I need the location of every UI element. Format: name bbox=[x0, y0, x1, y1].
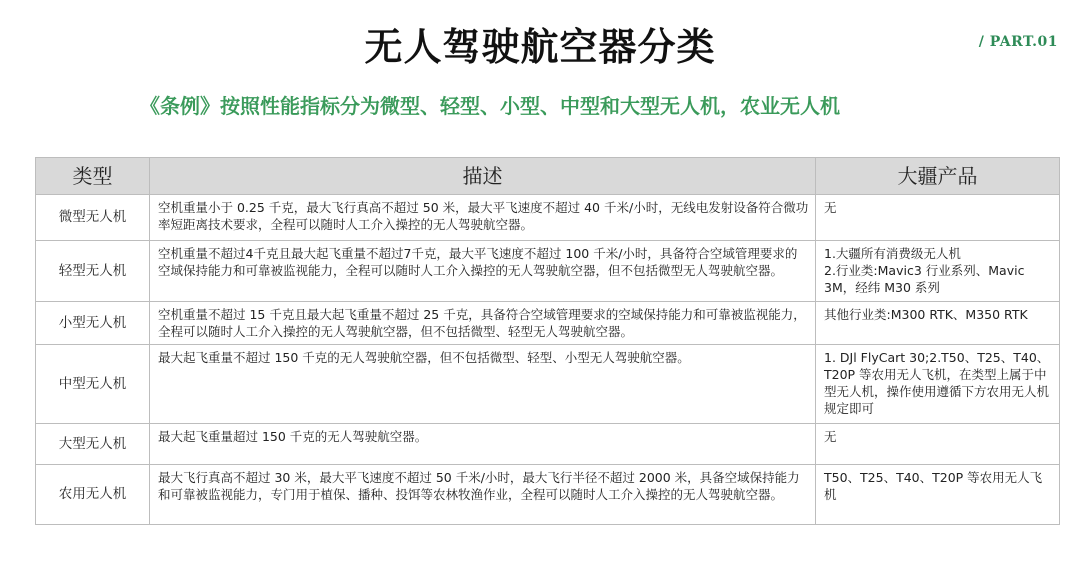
products-cell: T50、T25、T40、T20P 等农用无人飞机 bbox=[816, 465, 1060, 525]
description-cell: 空机重量不超过 15 千克且最大起飞重量不超过 25 千克，具备符合空域管理要求的空域保持能力和可靠被监视能力，全程可以随时人工介入操控的无人驾驶航空器，但不包括微型、轻型无人驾驶航空器。 bbox=[150, 302, 816, 345]
product-line: 2.行业类:Mavic3 行业系列、Mavic 3M，经纬 M30 系列 bbox=[824, 263, 1025, 295]
column-header-type: 类型 bbox=[36, 158, 150, 195]
description-cell: 最大飞行真高不超过 30 米，最大平飞速度不超过 50 千米/小时，最大飞行半径不超过 2000 米，具备空域保持能力和可靠被监视能力，专门用于植保、播种、投饵等农林牧渔作业，全程可以随时人工介入操控的无人驾驶航空器。 bbox=[150, 465, 816, 525]
table-row bbox=[36, 302, 1060, 345]
type-cell: 轻型无人机 bbox=[36, 241, 150, 302]
column-header-products: 大疆产品 bbox=[816, 158, 1060, 195]
type-cell: 小型无人机 bbox=[36, 302, 150, 345]
part-label: / PART.01 bbox=[978, 34, 1058, 50]
description-cell: 空机重量小于 0.25 千克，最大飞行真高不超过 50 米，最大平飞速度不超过 40 千米/小时，无线电发射设备符合微功率短距离技术要求，全程可以随时人工介入操控的无人驾驶航空器。 bbox=[150, 195, 816, 241]
description-cell: 最大起飞重量超过 150 千克的无人驾驶航空器。 bbox=[150, 424, 816, 465]
products-cell bbox=[816, 241, 1060, 302]
table-row bbox=[36, 345, 1060, 424]
classification-table bbox=[35, 157, 1060, 525]
products-cell: 无 bbox=[816, 424, 1060, 465]
page-title: 无人驾驶航空器分类 bbox=[364, 24, 716, 69]
type-cell: 农用无人机 bbox=[36, 465, 150, 525]
table-row bbox=[36, 465, 1060, 525]
type-cell: 微型无人机 bbox=[36, 195, 150, 241]
products-cell: 1. DJl FlyCart 30;2.T50、T25、T40、T20P 等农用无人飞机，在类型上属于中型无人机，操作使用遵循下方农用无人机规定即可 bbox=[816, 345, 1060, 424]
table-row bbox=[36, 195, 1060, 241]
table-row bbox=[36, 241, 1060, 302]
table-row bbox=[36, 424, 1060, 465]
products-cell: 其他行业类:M300 RTK、M350 RTK bbox=[816, 302, 1060, 345]
product-line: 1.大疆所有消费级无人机 bbox=[824, 246, 961, 261]
column-header-description: 描述 bbox=[150, 158, 816, 195]
subtitle: 《条例》按照性能指标分为微型、轻型、小型、中型和大型无人机，农业无人机 bbox=[140, 94, 840, 118]
description-cell: 最大起飞重量不超过 150 千克的无人驾驶航空器，但不包括微型、轻型、小型无人驾驶航空器。 bbox=[150, 345, 816, 424]
products-cell: 无 bbox=[816, 195, 1060, 241]
table-header-row bbox=[36, 158, 1060, 195]
description-cell: 空机重量不超过4千克且最大起飞重量不超过7千克，最大平飞速度不超过 100 千米/小时，具备符合空域管理要求的空域保持能力和可靠被监视能力，全程可以随时人工介入操控的无人驾驶航空器，但不包括微型无人驾驶航空器。 bbox=[150, 241, 816, 302]
type-cell: 大型无人机 bbox=[36, 424, 150, 465]
type-cell: 中型无人机 bbox=[36, 345, 150, 424]
